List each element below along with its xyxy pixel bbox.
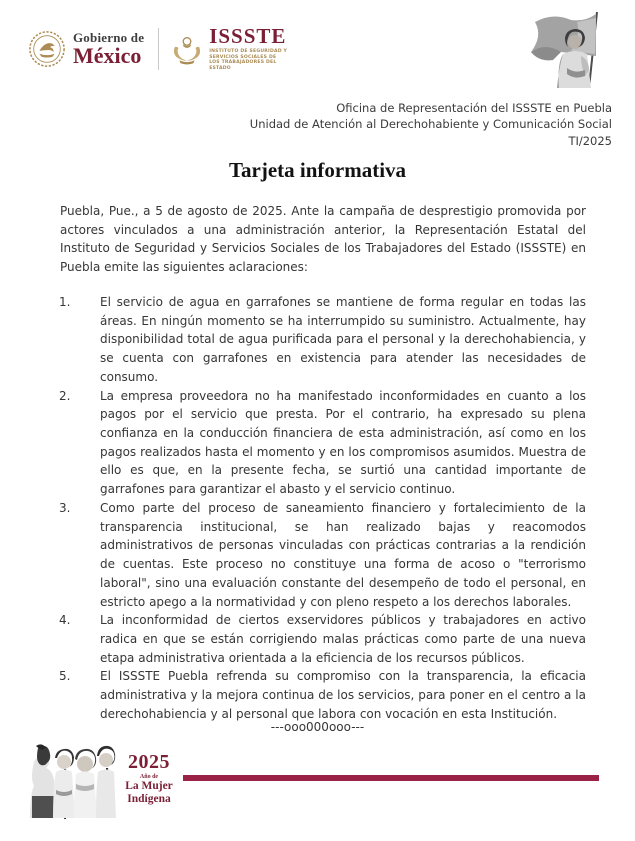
list-item [59, 293, 586, 387]
gobierno-de-label: Gobierno de [73, 29, 145, 45]
footer-divider-bar [183, 775, 599, 781]
issste-hands-icon [171, 32, 203, 66]
issste-subtext-label: INSTITUTO DE SEGURIDAD Y SERVICIOS SOCIALES DE LOS TRABAJADORES DEL ESTADO [209, 49, 288, 72]
issste-wordmark [209, 26, 287, 72]
office-reference-number: TI/2025 [568, 133, 612, 148]
clarifications-list [59, 293, 586, 724]
item-text: La inconformidad de ciertos exservidores públicos y trabajadores en activo radica en que se están corrigiendo malas prácticas como parte de una nueva etapa administrativa orientada a la eficiencia de los recursos públicos. [100, 613, 586, 665]
list-item [59, 667, 586, 723]
item-text: Como parte del proceso de saneamiento financiero y fortalecimiento de la transparencia institucional, se han realizado bajas y reacomodos administrativos de personas vinculadas con prácticas contrarias a la rendición de cuentas. Este proceso no constituye una forma de acoso o "terrorismo laboral", sino una evaluación constante del desempeño de todo el personal, en estricto apego a la normatividad y con pleno respeto a los derechos laborales. [100, 500, 586, 609]
campaign-line-indigena: Indígena [127, 792, 171, 805]
issste-acronym-label: ISSSTE [209, 24, 287, 48]
campaign-line-mujer: La Mujer [125, 780, 173, 792]
page-title: Tarjeta informativa [228, 158, 407, 182]
item-number: 5. [59, 669, 71, 684]
office-line-1: Oficina de Representación del ISSSTE en Puebla [336, 101, 612, 115]
list-item [59, 611, 586, 667]
footer-campaign-logo [118, 752, 180, 805]
intro-paragraph: Puebla, Pue., a 5 de agosto de 2025. Ante la campaña de desprestigio promovida por actores vinculados a una administración anterior, la Representación Estatal del Instituto de Seguridad y Servicios Sociales de los Trabajadores del Estado (ISSSTE) en Puebla emite las siguientes aclaraciones: [60, 204, 586, 275]
flag-woman-illustration [523, 8, 621, 92]
logo-divider [158, 28, 159, 70]
office-header [250, 100, 612, 149]
mexico-label: México [73, 42, 142, 68]
item-number: 3. [59, 500, 71, 515]
item-number: 2. [59, 388, 71, 403]
item-number: 1. [59, 295, 71, 309]
gobierno-mexico-wordmark [73, 31, 144, 67]
issste-logo [171, 26, 287, 72]
campaign-year: 2025 [128, 751, 170, 773]
item-text: El servicio de agua en garrafones se mantiene de forma regular en todas las áreas. En ningún momento se ha interrumpido su suministro. Actualmente, hay disponibilidad total de agua purificada para el personal y la derechohabiencia, y se cuenta con garrafones en existencia para atender las necesidades de consumo. [100, 295, 586, 384]
item-number: 4. [59, 613, 71, 628]
campaign-subtitle: Año de [139, 774, 159, 780]
gobierno-mexico-logo [28, 30, 144, 68]
list-item [59, 499, 586, 611]
office-line-2: Unidad de Atención al Derechohabiente y Comunicación Social [249, 117, 612, 132]
item-text: El ISSSTE Puebla refrenda su compromiso con la transparencia, la eficacia administrativa y la mejora continua de los servicios, para poner en el centro a la derechohabiencia y al personal que labora con vocación en esta Institución. [100, 669, 586, 721]
list-item [59, 387, 586, 499]
gobierno-seal-icon [28, 30, 66, 68]
indigenous-women-illustration [28, 744, 116, 824]
header-logos [28, 26, 287, 72]
item-text: La empresa proveedora no ha manifestado inconformidades en cuanto a los pagos por el servicio que presta. Por el contrario, ha expresado su plena confianza en la conducción financiera de esta administración, así como en los pagos realizados hasta el momento y en los compromisos asumidos. Muestra de ello es que, en la presente fecha, se surtió una cantidad importante de garrafones para garantizar el abasto y el servicio continuo. [100, 388, 586, 497]
closing-separator: ---ooo000ooo--- [270, 720, 365, 734]
